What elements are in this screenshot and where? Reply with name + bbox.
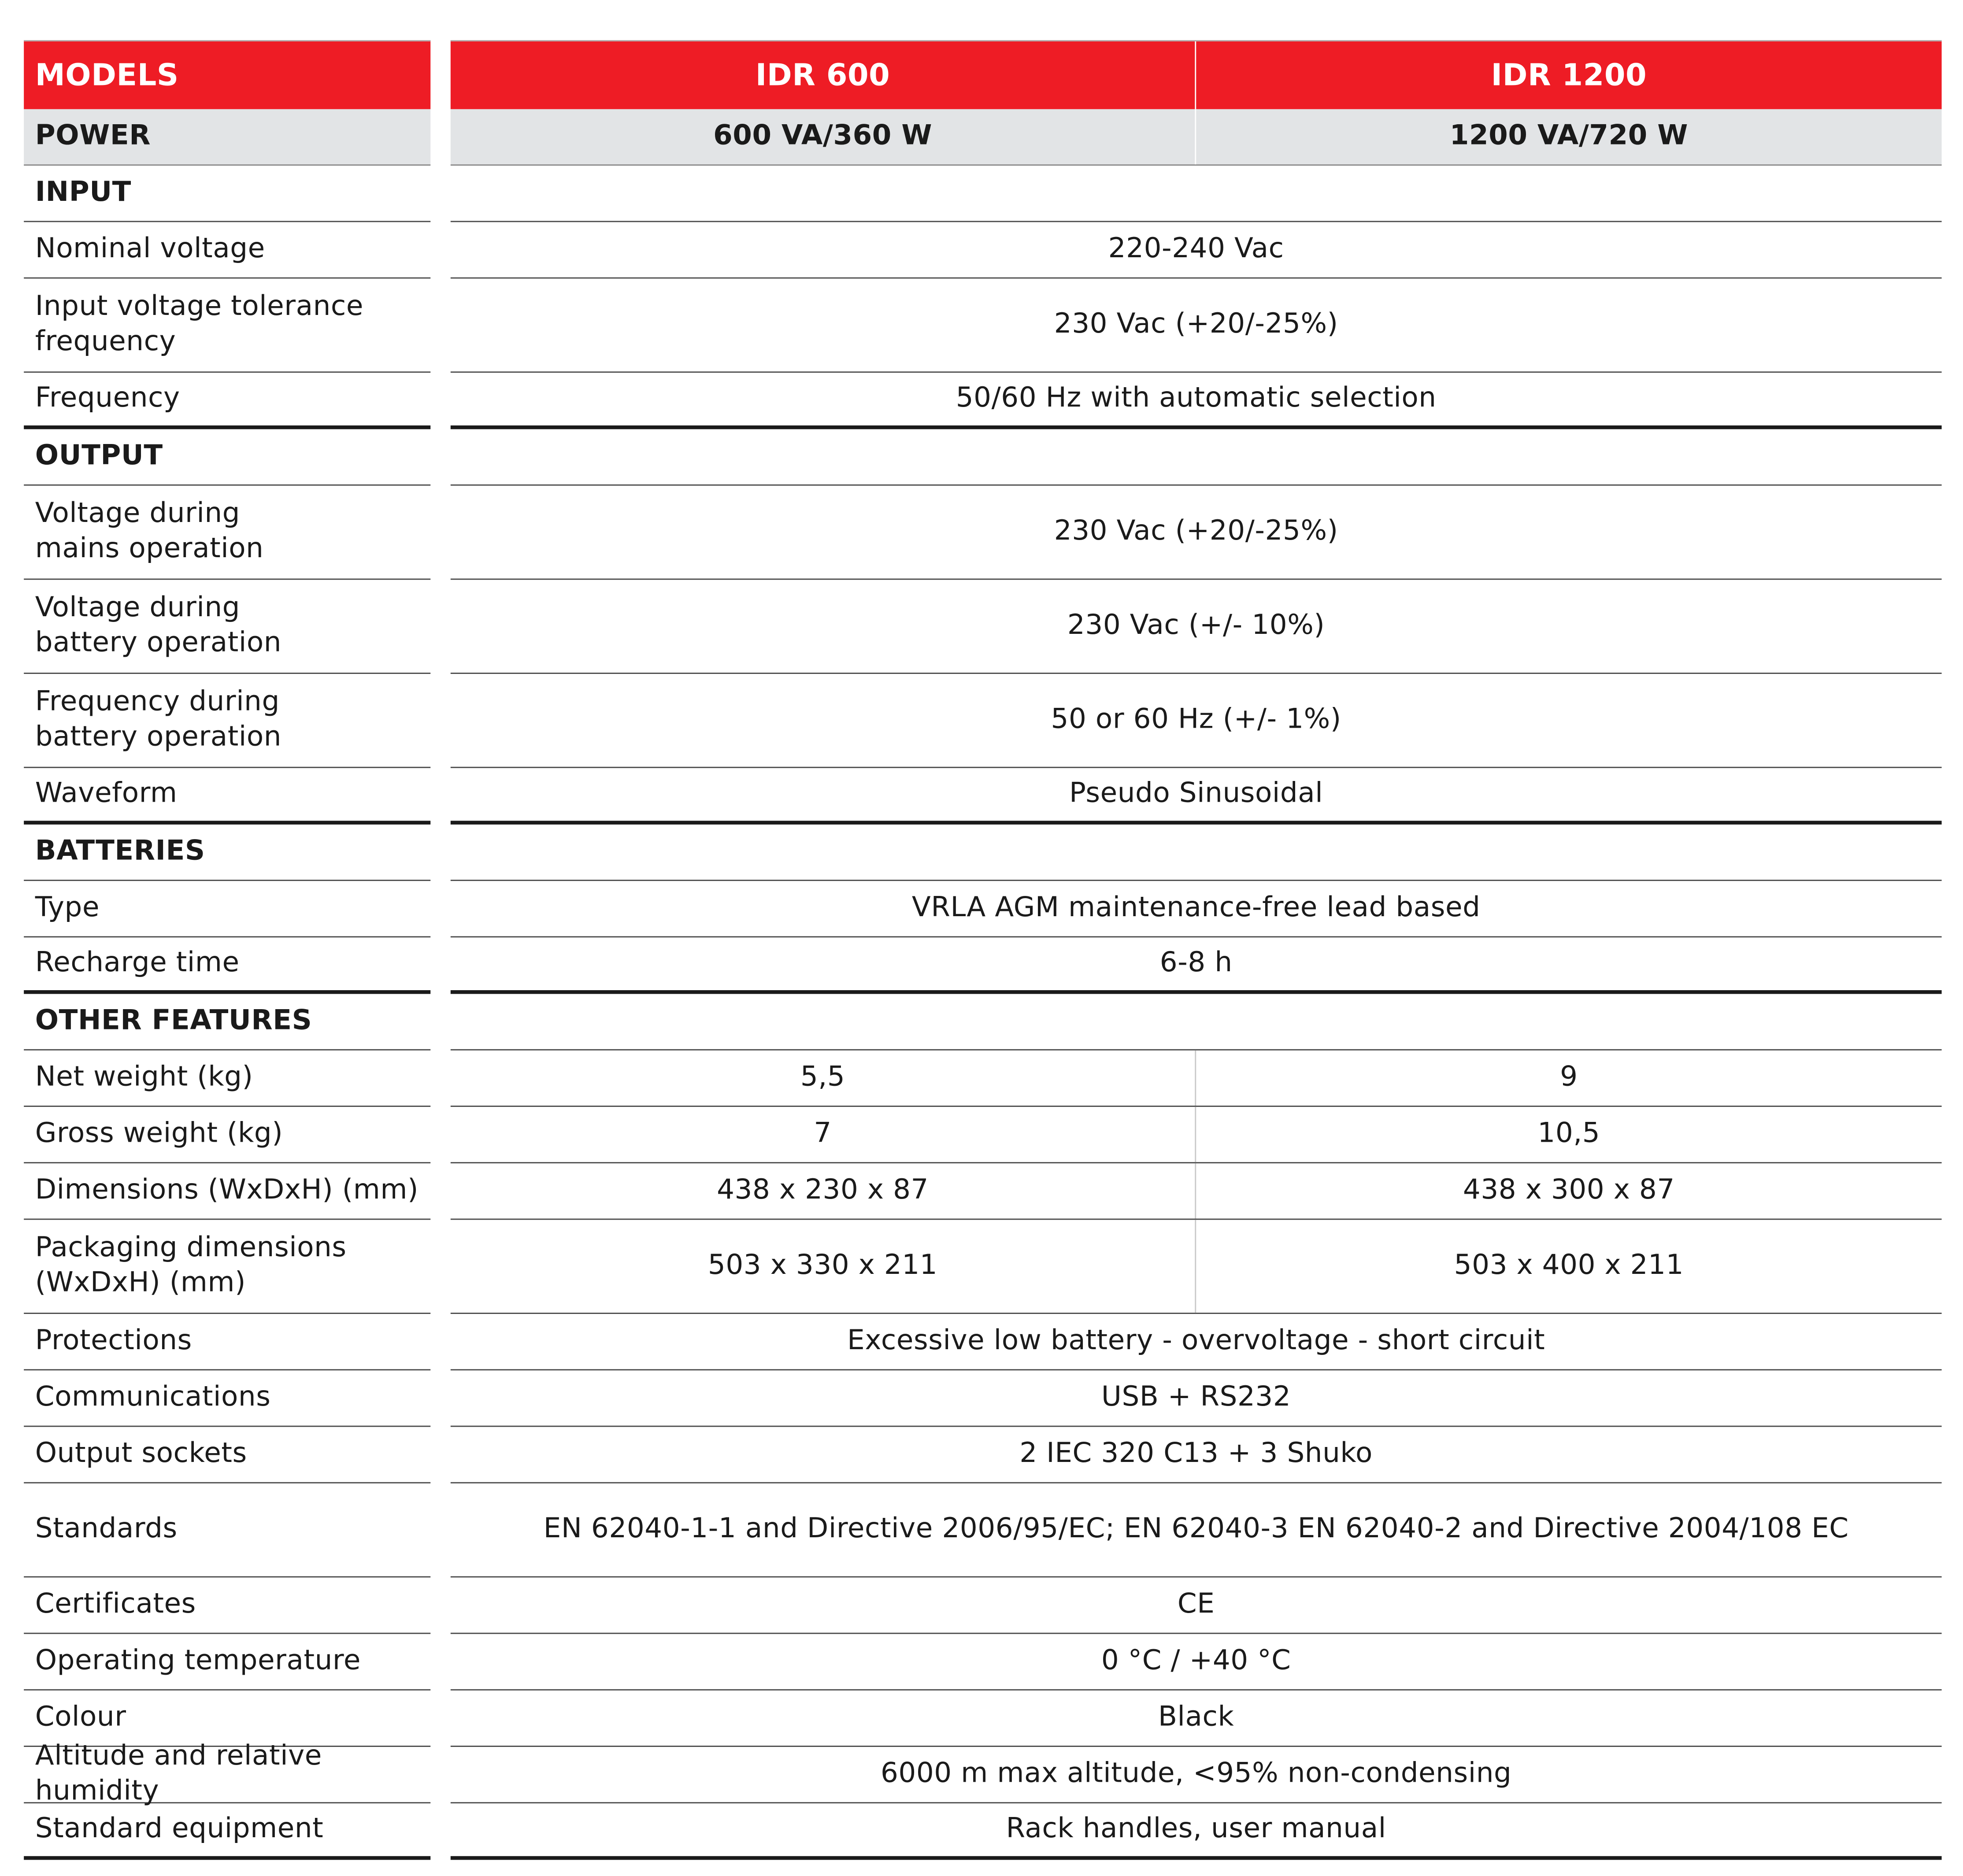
row-label: Standards xyxy=(24,1484,430,1578)
row-value: 0 °C / +40 °C xyxy=(451,1634,1942,1691)
row-label: Operating temperature xyxy=(24,1634,430,1691)
row-label xyxy=(24,486,430,580)
row-label: Protections xyxy=(24,1314,430,1370)
row-label: Recharge time xyxy=(24,937,430,994)
table-row xyxy=(0,373,1963,429)
row-value xyxy=(451,1484,1942,1578)
value-model-1: 5,5 xyxy=(451,1051,1196,1106)
value-model-1: 503 x 330 x 211 xyxy=(451,1220,1196,1313)
power-model-2: 1200 VA/720 W xyxy=(1449,120,1688,152)
row-label-line: (WxDxH) (mm) xyxy=(35,1267,246,1299)
section-title: OUTPUT xyxy=(24,429,430,485)
row-value: 50 or 60 Hz (+/- 1%) xyxy=(451,674,1942,768)
table-row xyxy=(0,1803,1963,1860)
row-values xyxy=(451,1107,1942,1163)
row-label-line: Frequency during xyxy=(35,686,280,718)
table-row xyxy=(0,1051,1963,1107)
row-value: VRLA AGM maintenance-free lead based xyxy=(451,881,1942,937)
row-values xyxy=(451,1220,1942,1314)
value-model-2: 438 x 300 x 87 xyxy=(1463,1174,1675,1206)
row-label: Frequency xyxy=(24,373,430,429)
table-row xyxy=(0,937,1963,994)
row-label-line: Packaging dimensions xyxy=(35,1232,347,1264)
section-batteries xyxy=(0,825,1963,881)
row-label: Net weight (kg) xyxy=(24,1051,430,1107)
power-model-1: 600 VA/360 W xyxy=(451,109,1196,164)
table-row xyxy=(0,486,1963,580)
row-label: Certificates xyxy=(24,1577,430,1634)
row-value: 50/60 Hz with automatic selection xyxy=(451,373,1942,429)
table-row xyxy=(0,1314,1963,1370)
models-label: MODELS xyxy=(24,40,430,109)
row-label: Colour xyxy=(24,1691,430,1747)
table-row xyxy=(0,1107,1963,1163)
value-model-2: 9 xyxy=(1560,1062,1578,1093)
value-model-1: 438 x 230 x 87 xyxy=(451,1163,1196,1218)
row-label: Type xyxy=(24,881,430,937)
row-label xyxy=(24,1220,430,1314)
row-values xyxy=(451,1051,1942,1107)
row-label-line: battery operation xyxy=(35,722,282,753)
model-2-name: IDR 1200 xyxy=(1491,58,1647,93)
value-model-2: 503 x 400 x 211 xyxy=(1454,1250,1684,1281)
section-spacer xyxy=(451,166,1942,222)
section-title: INPUT xyxy=(24,166,430,222)
row-value: Pseudo Sinusoidal xyxy=(451,768,1942,825)
row-label: Output sockets xyxy=(24,1427,430,1483)
section-other-features xyxy=(0,994,1963,1050)
section-output xyxy=(0,429,1963,485)
row-value: Black xyxy=(451,1691,1942,1747)
table-row xyxy=(0,1220,1963,1314)
row-value-line: EN 62040-1-1 and Directive 2006/95/EC; EN 62040-3 xyxy=(543,1513,1289,1545)
row-value: 6000 m max altitude, <95% non-condensing xyxy=(451,1747,1942,1803)
row-label: Standard equipment xyxy=(24,1803,430,1860)
row-value: 230 Vac (+/- 10%) xyxy=(451,580,1942,674)
row-values xyxy=(451,1163,1942,1220)
table-row xyxy=(0,768,1963,825)
section-spacer xyxy=(451,825,1942,881)
table-row xyxy=(0,1484,1963,1578)
row-label: Nominal voltage xyxy=(24,222,430,278)
table-row xyxy=(0,881,1963,937)
value-model-2: 10,5 xyxy=(1537,1118,1600,1150)
row-value-line: EN 62040-2 and Directive 2004/108 EC xyxy=(1297,1513,1849,1545)
row-label xyxy=(24,580,430,674)
section-spacer xyxy=(451,429,1942,485)
row-label xyxy=(24,674,430,768)
section-title: BATTERIES xyxy=(24,825,430,881)
row-value: Rack handles, user manual xyxy=(451,1803,1942,1860)
table-row xyxy=(0,1740,1963,1807)
row-label-line: battery operation xyxy=(35,627,282,659)
table-row xyxy=(0,674,1963,768)
row-label: Gross weight (kg) xyxy=(24,1107,430,1163)
row-label-line: Input voltage tolerance xyxy=(35,291,364,323)
table-row xyxy=(0,222,1963,278)
row-label: Waveform xyxy=(24,768,430,825)
row-label: Communications xyxy=(24,1370,430,1427)
row-value: 230 Vac (+20/-25%) xyxy=(451,279,1942,373)
row-label-line: mains operation xyxy=(35,533,264,565)
row-label-line: Voltage during xyxy=(35,592,241,624)
row-value: 230 Vac (+20/-25%) xyxy=(451,486,1942,580)
section-title: OTHER FEATURES xyxy=(24,994,430,1050)
row-label xyxy=(24,279,430,373)
table-row xyxy=(0,1634,1963,1691)
power-values xyxy=(451,109,1942,166)
power-row xyxy=(0,109,1963,166)
row-label: Dimensions (WxDxH) (mm) xyxy=(24,1163,430,1220)
value-model-1: 7 xyxy=(451,1107,1196,1162)
row-value: CE xyxy=(451,1577,1942,1634)
table-row xyxy=(0,279,1963,373)
row-label: Altitude and relative humidity xyxy=(24,1747,430,1803)
row-value: USB + RS232 xyxy=(451,1370,1942,1427)
table-row xyxy=(0,1577,1963,1634)
table-row xyxy=(0,1163,1963,1220)
models-values xyxy=(451,40,1942,109)
row-label-line: Voltage during xyxy=(35,498,241,530)
row-value: 6-8 h xyxy=(451,937,1942,994)
table-row xyxy=(0,580,1963,674)
model-1-name: IDR 600 xyxy=(451,41,1196,109)
header-row xyxy=(0,40,1963,109)
power-label: POWER xyxy=(24,109,430,166)
section-input xyxy=(0,166,1963,222)
row-label-line: frequency xyxy=(35,326,176,358)
table-row xyxy=(0,1427,1963,1483)
row-value: Excessive low battery - overvoltage - short circuit xyxy=(451,1314,1942,1370)
table-row xyxy=(0,1691,1963,1747)
row-value: 2 IEC 320 C13 + 3 Shuko xyxy=(451,1427,1942,1483)
table-row xyxy=(0,1370,1963,1427)
row-value: 220-240 Vac xyxy=(451,222,1942,278)
section-spacer xyxy=(451,994,1942,1050)
